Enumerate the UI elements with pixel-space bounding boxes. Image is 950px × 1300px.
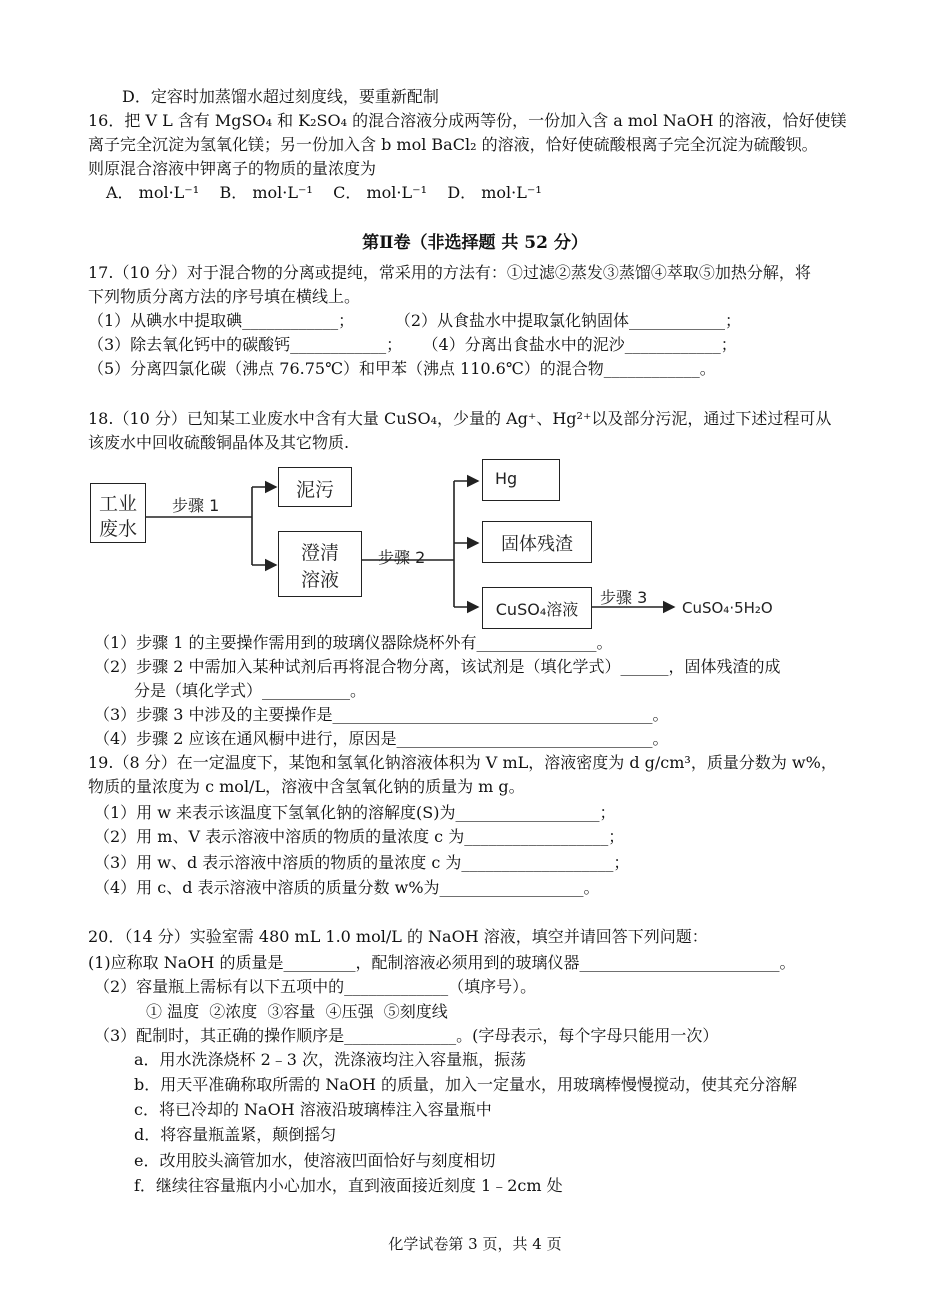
- hg-box: [482, 459, 560, 501]
- q19-line-1: 19.（8 分）在一定温度下，某饱和氢氧化钠溶液体积为 V mL，溶液密度为 d g/cm³，质量分数为 w%，: [88, 753, 837, 772]
- solid-residue-label: 固体残渣: [501, 534, 573, 555]
- clear-solution-label-1: 澄清: [300, 542, 339, 564]
- q20-part-3: （3）配制时，其正确的操作顺序是______________。(字母表示，每个字母只能用一次）: [94, 1026, 719, 1045]
- wastewater-label-2: 废水: [98, 518, 137, 540]
- q16-options: A． mol·L⁻¹ B． mol·L⁻¹ C． mol·L⁻¹ D． mol·L⁻¹: [106, 183, 542, 202]
- solid-residue-box: [482, 521, 592, 563]
- cuso4-solution-box: [482, 587, 592, 629]
- q17-line-1: 17.（10 分）对于混合物的分离或提纯，常采用的方法有：①过滤②蒸发③蒸馏④萃取⑤加热分解，将: [88, 263, 811, 282]
- q20-step-f: f．继续往容量瓶内小心加水，直到液面接近刻度 1﹣2cm 处: [134, 1176, 563, 1195]
- wastewater-label-1: 工业: [98, 493, 137, 515]
- hg-label: Hg: [495, 469, 518, 488]
- page-footer: 化学试卷第 3 页，共 4 页: [388, 1235, 562, 1253]
- q20-step-a: a．用水洗涤烧杯 2﹣3 次，洗涤液均注入容量瓶，振荡: [134, 1050, 527, 1069]
- q15-option-d: D．定容时加蒸馏水超过刻度线，要重新配制: [122, 87, 439, 106]
- q18-part-2b: 分是（填化学式）___________。: [134, 681, 367, 700]
- q16-line-1: 16．把 V L 含有 MgSO₄ 和 K₂SO₄ 的混合溶液分成两等份，一份加入含 a mol NaOH 的溶液，恰好使镁: [88, 111, 847, 130]
- q20-part-1: (1)应称取 NaOH 的质量是_________，配制溶液必须用到的玻璃仪器_________________________。: [88, 953, 796, 972]
- sludge-label: 泥污: [295, 479, 334, 501]
- product-label: CuSO₄·5H₂O: [682, 599, 773, 617]
- q17-line-2: 下列物质分离方法的序号填在横线上。: [88, 287, 361, 306]
- cuso4-solution-label: CuSO₄溶液: [495, 600, 579, 619]
- q18-part-3: （3）步骤 3 中涉及的主要操作是________________________________________。: [94, 705, 669, 724]
- q20-step-d: d．将容量瓶盖紧，颠倒摇匀: [134, 1125, 337, 1144]
- sludge-box: [278, 467, 352, 507]
- q20-step-c: c．将已冷却的 NaOH 溶液沿玻璃棒注入容量瓶中: [134, 1100, 492, 1119]
- step-2-label: 步骤 2: [378, 548, 426, 567]
- section-2-title: 第Ⅱ卷（非选择题 共 52 分）: [362, 233, 588, 253]
- q17-item-5: （5）分离四氯化碳（沸点 76.75℃）和甲苯（沸点 110.6℃）的混合物____________。: [88, 359, 716, 378]
- step-3-label: 步骤 3: [600, 588, 648, 607]
- clear-solution-box: [278, 531, 362, 597]
- q19-part-4: （4）用 c、d 表示溶液中溶质的质量分数 w%为__________________。: [94, 878, 600, 897]
- q18-part-2a: （2）步骤 2 中需加入某种试剂后再将混合物分离，该试剂是（填化学式）______，固体残渣的成: [94, 657, 781, 676]
- q19-part-1: （1）用 w 来表示该温度下氢氧化钠的溶解度(S)为__________________；: [94, 803, 616, 822]
- q18-part-1: （1）步骤 1 的主要操作需用到的玻璃仪器除烧杯外有_______________。: [94, 633, 613, 652]
- q16-line-3: 则原混合溶液中钾离子的物质的量浓度为: [88, 159, 377, 178]
- step-1-label: 步骤 1: [172, 496, 220, 515]
- q18-part-4: （4）步骤 2 应该在通风橱中进行，原因是________________________________。: [94, 729, 669, 748]
- q20-part-2: （2）容量瓶上需标有以下五项中的_____________（填序号）。: [94, 977, 537, 996]
- q20-line-1: 20．（14 分）实验室需 480 mL 1.0 mol/L 的 NaOH 溶液，填空并请回答下列问题：: [88, 927, 708, 946]
- q18-line-2: 该废水中回收硫酸铜晶体及其它物质.: [88, 433, 350, 452]
- q20-step-e: e．改用胶头滴管加水，使溶液凹面恰好与刻度相切: [134, 1151, 496, 1170]
- q17-items-1-2: （1）从碘水中提取碘____________； （2）从食盐水中提取氯化钠固体____________；: [88, 311, 742, 330]
- q19-part-2: （2）用 m、V 表示溶液中溶质的物质的量浓度 c 为__________________；: [94, 827, 625, 846]
- wastewater-box: [90, 483, 146, 543]
- clear-solution-label-2: 溶液: [300, 569, 339, 591]
- q20-part-2-options: ① 温度 ②浓度 ③容量 ④压强 ⑤刻度线: [146, 1002, 448, 1021]
- q16-line-2: 离子完全沉淀为氢氧化镁；另一份加入含 b mol BaCl₂ 的溶液，恰好使硫酸根离子完全沉淀为硫酸钡。: [88, 135, 818, 154]
- q19-line-2: 物质的量浓度为 c mol/L，溶液中含氢氧化钠的质量为 m g。: [88, 777, 525, 796]
- q20-step-b: b．用天平准确称取所需的 NaOH 的质量，加入一定量水，用玻璃棒慢慢搅动，使其充分溶解: [134, 1075, 798, 1094]
- q17-items-3-4: （3）除去氧化钙中的碳酸钙____________； （4）分离出食盐水中的泥沙____________；: [88, 335, 737, 354]
- q18-line-1: 18.（10 分）已知某工业废水中含有大量 CuSO₄，少量的 Ag⁺、Hg²⁺以及部分污泥，通过下述过程可从: [88, 409, 832, 428]
- q19-part-3: （3）用 w、d 表示溶液中溶质的物质的量浓度 c 为___________________；: [94, 853, 630, 872]
- process-flow-diagram: [86, 455, 806, 625]
